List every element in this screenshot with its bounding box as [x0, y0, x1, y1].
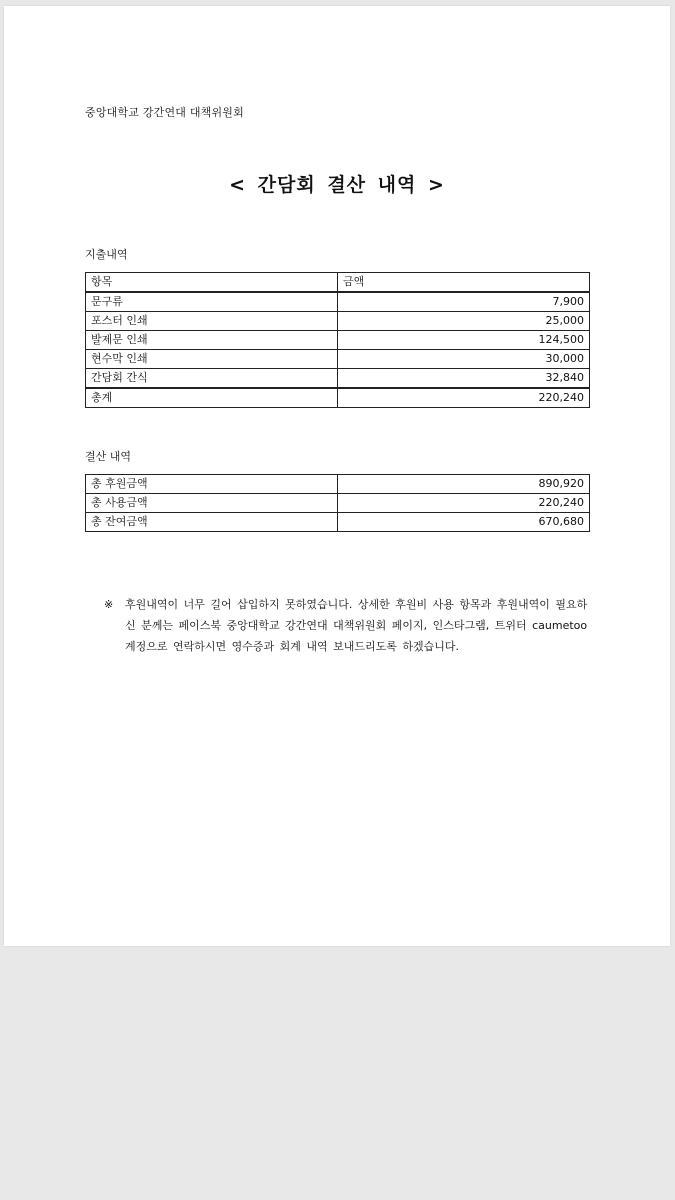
settlement-amount: 670,680 [338, 513, 590, 532]
footnote [104, 594, 594, 657]
expense-amount: 32,840 [338, 369, 590, 389]
expense-item: 현수막 인쇄 [86, 350, 338, 369]
table-row [86, 513, 590, 532]
table-row [86, 331, 590, 350]
expense-amount: 30,000 [338, 350, 590, 369]
settlement-item: 총 후원금액 [86, 475, 338, 494]
total-label: 총계 [86, 388, 338, 408]
document-title: < 간담회 결산 내역 > [229, 174, 445, 196]
table-row [86, 494, 590, 513]
reference-mark-icon: ※ [104, 598, 114, 611]
total-row [86, 388, 590, 408]
expenses-table [85, 272, 590, 408]
settlement-table [85, 474, 590, 532]
settlement-section-label: 결산 내역 [85, 450, 132, 463]
settlement-amount: 890,920 [338, 475, 590, 494]
table-row [86, 369, 590, 389]
footnote-text: 후원내역이 너무 길어 삽입하지 못하였습니다. 상세한 후원비 사용 항목과 후원내역이 필요하신 분께는 페이스북 중앙대학교 강간연대 대책위원회 페이지, 인스타그램, 트위터 caumetoo 계정으로 연락하시면 영수증과 회계 내역 보내드리도록 하겠습니다. [125, 598, 588, 653]
expense-item: 발제문 인쇄 [86, 331, 338, 350]
expense-amount: 7,900 [338, 292, 590, 312]
expense-item: 간담회 간식 [86, 369, 338, 389]
table-row [86, 292, 590, 312]
settlement-item: 총 잔여금액 [86, 513, 338, 532]
total-amount: 220,240 [338, 388, 590, 408]
organization-name: 중앙대학교 강간연대 대책위원회 [85, 106, 244, 119]
settlement-amount: 220,240 [338, 494, 590, 513]
settlement-item: 총 사용금액 [86, 494, 338, 513]
table-row [86, 350, 590, 369]
expense-item: 문구류 [86, 292, 338, 312]
table-header-row [86, 273, 590, 293]
expenses-section-label: 지출내역 [85, 248, 128, 261]
column-header-amount: 금액 [338, 273, 590, 293]
expense-item: 포스터 인쇄 [86, 312, 338, 331]
table-row [86, 475, 590, 494]
expense-amount: 124,500 [338, 331, 590, 350]
expense-amount: 25,000 [338, 312, 590, 331]
document-page [4, 6, 670, 946]
column-header-item: 항목 [86, 273, 338, 293]
table-row [86, 312, 590, 331]
